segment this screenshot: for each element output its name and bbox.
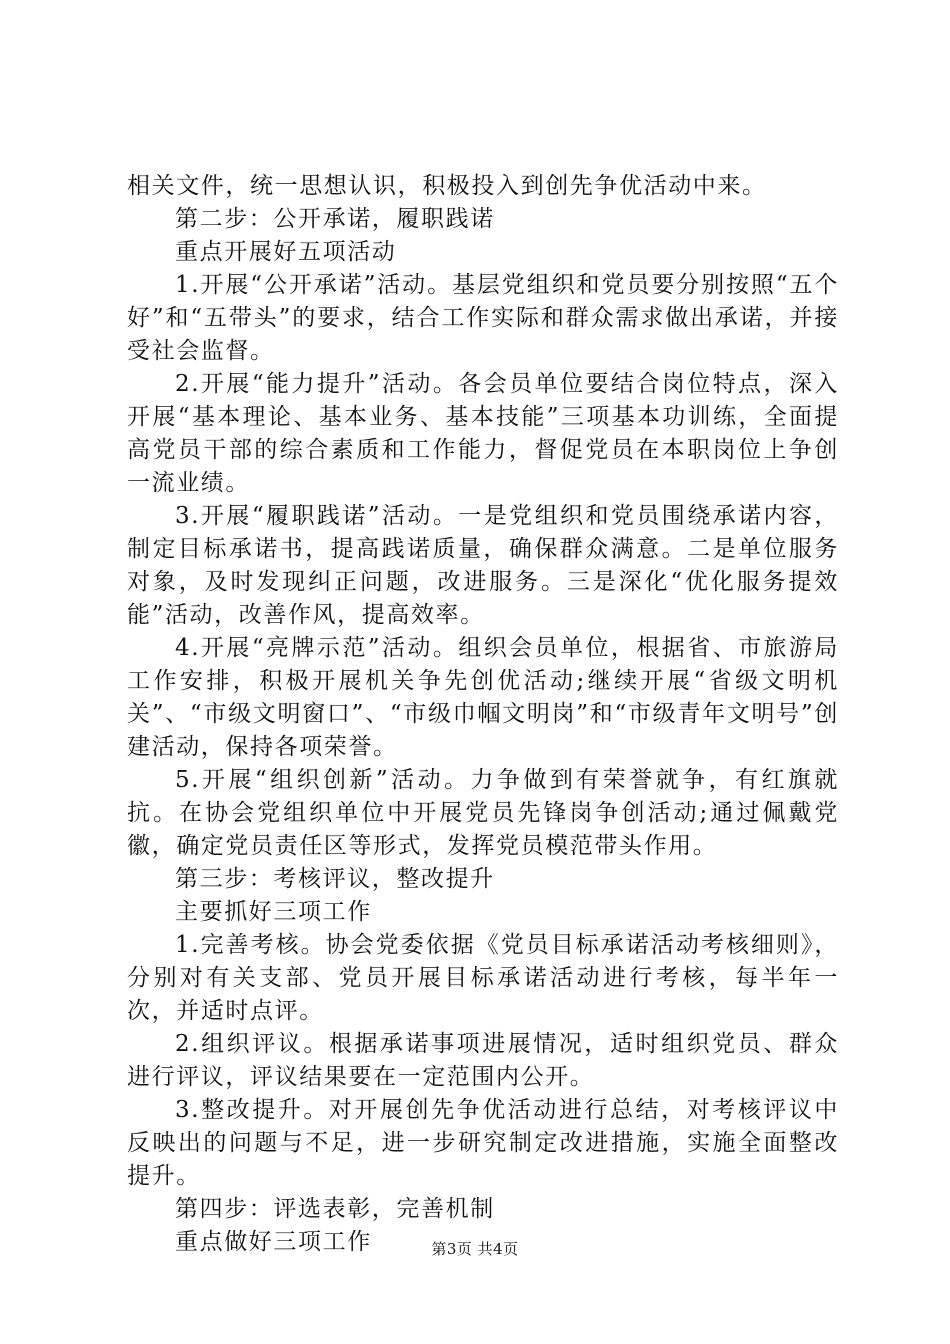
- step-subheading-4: 重点做好三项工作: [175, 1229, 372, 1255]
- paragraph-item: 2.开展“能力提升”活动。各会员单位要结合岗位特点，深入开展“基本理论、基本业务、基本技能”三项基本功训练，全面提高党员干部的综合素质和工作能力，督促党员在本职岗位上争创一流业绩。: [127, 371, 839, 496]
- paragraph-continuation: 相关文件，统一思想认识，积极投入到创先争优活动中来。: [127, 173, 767, 199]
- paragraph-item: 2.组织评议。根据承诺事项进展情况，适时组织党员、群众进行评议，评议结果要在一定范围内公开。: [127, 1031, 839, 1090]
- step-heading-3: 第三步：考核评议，整改提升: [175, 866, 495, 892]
- step-heading-4: 第四步：评选表彰，完善机制: [175, 1196, 495, 1222]
- paragraph-item: 3.整改提升。对开展创先争优活动进行总结，对考核评议中反映出的问题与不足，进一步研究制定改进措施，实施全面整改提升。: [127, 1097, 839, 1189]
- page-footer: [0, 1238, 950, 1259]
- paragraph-item: 5.开展“组织创新”活动。力争做到有荣誉就争，有红旗就抗。在协会党组织单位中开展党员先锋岗争创活动;通过佩戴党徽，确定党员责任区等形式，发挥党员模范带头作用。: [127, 767, 839, 859]
- paragraph-item: 1.完善考核。协会党委依据《党员目标承诺活动考核细则》，分别对有关支部、党员开展目标承诺活动进行考核，每半年一次，并适时点评。: [127, 932, 839, 1024]
- paragraph-item: 3.开展“履职践诺”活动。一是党组织和党员围绕承诺内容，制定目标承诺书，提高践诺质量，确保群众满意。二是单位服务对象，及时发现纠正问题，改进服务。三是深化“优化服务提效能”活动，改善作风，提高效率。: [127, 503, 839, 628]
- step-heading-2: 第二步：公开承诺，履职践诺: [175, 206, 495, 232]
- document-body: [127, 170, 839, 1259]
- step-subheading-3: 主要抓好三项工作: [175, 899, 372, 925]
- paragraph-item: 4.开展“亮牌示范”活动。组织会员单位，根据省、市旅游局工作安排，积极开展机关争先创优活动;继续开展“省级文明机关”、“市级文明窗口”、“市级巾帼文明岗”和“市级青年文明号”创建活动，保持各项荣誉。: [127, 635, 839, 760]
- step-subheading-2: 重点开展好五项活动: [175, 239, 397, 265]
- paragraph-item: 1.开展“公开承诺”活动。基层党组织和党员要分别按照“五个好”和“五带头”的要求，结合工作实际和群众需求做出承诺，并接受社会监督。: [127, 272, 839, 364]
- page-number-label: 第3页 共4页: [431, 1240, 519, 1258]
